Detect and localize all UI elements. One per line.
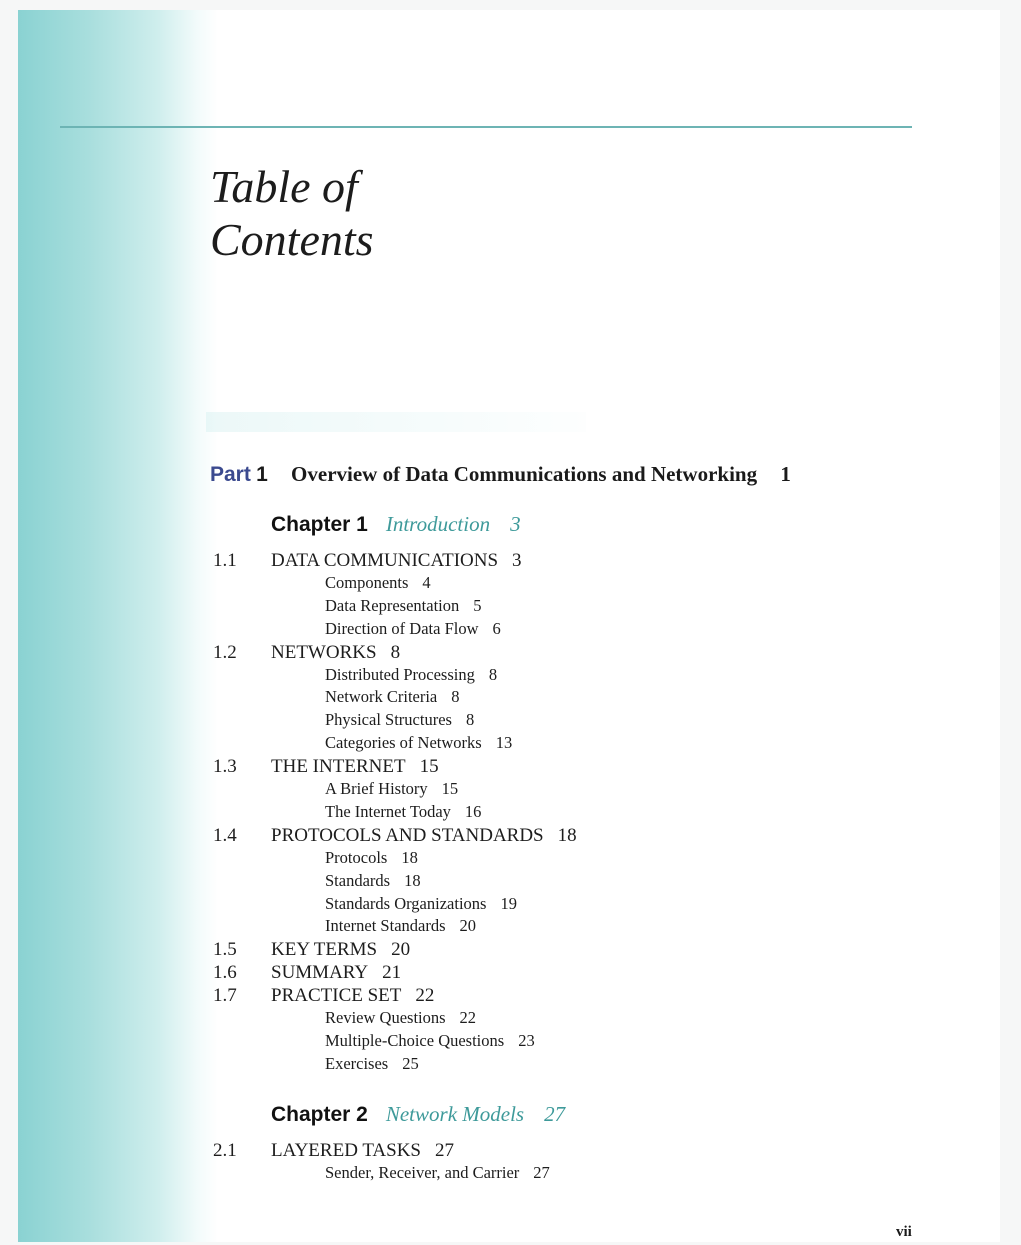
page-title-line-1: Table of (210, 161, 358, 212)
page-folio: vii (896, 1224, 912, 1240)
toc-subsection (325, 1163, 550, 1183)
part-heading (210, 462, 791, 487)
toc-section (213, 985, 435, 1007)
entry-page: 20 (391, 939, 411, 961)
toc-subsection (325, 687, 460, 707)
entry-title: Distributed Processing (325, 664, 475, 684)
entry-title: Standards (325, 870, 391, 890)
chapter-label: Chapter 2 (271, 1103, 368, 1126)
toc-subsection (325, 916, 476, 936)
entry-title: PRACTICE SET (271, 985, 402, 1007)
toc-subsection (325, 802, 481, 822)
section-number: 2.1 (213, 1140, 237, 1161)
part-number: 1 (256, 463, 268, 486)
entry-page: 23 (518, 1030, 535, 1050)
entry-page: 22 (415, 985, 435, 1007)
toc-section (213, 1140, 454, 1162)
chapter-page: 27 (544, 1102, 566, 1126)
chapter-2-heading (271, 1102, 565, 1127)
toc-section (213, 962, 402, 984)
page-title-line-2: Contents (210, 214, 374, 265)
entry-page: 27 (533, 1162, 550, 1182)
entry-title: SUMMARY (271, 962, 369, 984)
toc-subsection (325, 1008, 476, 1028)
entry-page: 4 (422, 572, 431, 592)
toc-section (213, 939, 411, 961)
toc-section (213, 824, 577, 847)
toc-subsection (325, 573, 431, 593)
toc-subsection (325, 1054, 419, 1074)
toc-subsection (325, 596, 482, 616)
section-number: 1.4 (213, 824, 237, 846)
toc-subsection (325, 848, 418, 868)
entry-page: 19 (500, 893, 517, 913)
entry-title: DATA COMMUNICATIONS (271, 550, 499, 571)
toc-subsection (325, 871, 421, 891)
chapter-1-heading (271, 512, 521, 537)
entry-title: Data Representation (325, 595, 460, 615)
entry-page: 18 (401, 847, 418, 867)
entry-page: 18 (404, 870, 421, 890)
entry-page: 27 (434, 1140, 454, 1161)
decorative-faint-band (206, 412, 586, 432)
book-page (18, 10, 1000, 1242)
entry-page: 22 (459, 1008, 477, 1027)
entry-page: 6 (492, 618, 501, 638)
entry-title: KEY TERMS (271, 939, 378, 961)
entry-page: 20 (459, 916, 477, 936)
toc-subsection (325, 619, 501, 639)
entry-page: 8 (390, 641, 401, 663)
entry-page: 5 (473, 595, 482, 615)
toc-subsection (325, 894, 517, 914)
entry-page: 16 (464, 801, 482, 821)
entry-title: NETWORKS (271, 641, 377, 663)
section-number: 1.2 (213, 641, 237, 663)
entry-title: Internet Standards (325, 916, 446, 936)
entry-page: 15 (419, 756, 439, 778)
entry-page: 21 (382, 962, 402, 984)
part-title: Overview of Data Communications and Networking (291, 462, 758, 486)
entry-title: Components (325, 572, 409, 592)
entry-title: PROTOCOLS AND STANDARDS (271, 824, 544, 846)
section-number: 1.1 (213, 550, 237, 571)
section-number: 1.7 (213, 985, 237, 1007)
toc-section (213, 756, 439, 778)
part-page: 1 (780, 462, 791, 486)
entry-title: The Internet Today (325, 801, 451, 821)
entry-page: 13 (495, 733, 513, 753)
entry-title: Protocols (325, 847, 388, 867)
chapter-label: Chapter 1 (271, 513, 368, 536)
chapter-title: Network Models (385, 1102, 525, 1126)
entry-page: 18 (557, 824, 577, 846)
part-label: Part (210, 463, 251, 486)
chapter-title: Introduction (385, 512, 491, 536)
entry-title: Review Questions (325, 1008, 446, 1027)
teal-side-band (18, 10, 218, 1242)
toc-subsection (325, 779, 458, 799)
entry-title: Network Criteria (325, 687, 438, 707)
section-number: 1.6 (213, 962, 237, 984)
entry-title: THE INTERNET (271, 756, 406, 778)
section-number: 1.3 (213, 756, 237, 778)
entry-title: Direction of Data Flow (325, 618, 479, 638)
entry-title: Physical Structures (325, 710, 452, 730)
toc-subsection (325, 733, 512, 753)
entry-page: 3 (512, 550, 522, 571)
entry-title: LAYERED TASKS (271, 1140, 421, 1161)
entry-title: A Brief History (325, 779, 428, 798)
entry-page: 8 (465, 710, 475, 730)
toc-section (213, 641, 401, 664)
entry-page: 8 (488, 664, 498, 684)
toc-subsection (325, 665, 497, 685)
entry-title: Categories of Networks (325, 733, 482, 753)
toc-subsection (325, 710, 474, 730)
header-rule (60, 126, 912, 128)
chapter-page: 3 (510, 512, 521, 536)
entry-page: 25 (402, 1053, 419, 1073)
section-number: 1.5 (213, 939, 237, 961)
entry-title: Multiple-Choice Questions (325, 1030, 505, 1050)
entry-title: Standards Organizations (325, 893, 487, 913)
entry-page: 8 (451, 687, 460, 707)
entry-title: Sender, Receiver, and Carrier (325, 1162, 520, 1182)
toc-section (213, 550, 522, 572)
page-title (210, 160, 374, 266)
entry-title: Exercises (325, 1053, 389, 1073)
toc-subsection (325, 1031, 535, 1051)
entry-page: 15 (441, 779, 459, 798)
